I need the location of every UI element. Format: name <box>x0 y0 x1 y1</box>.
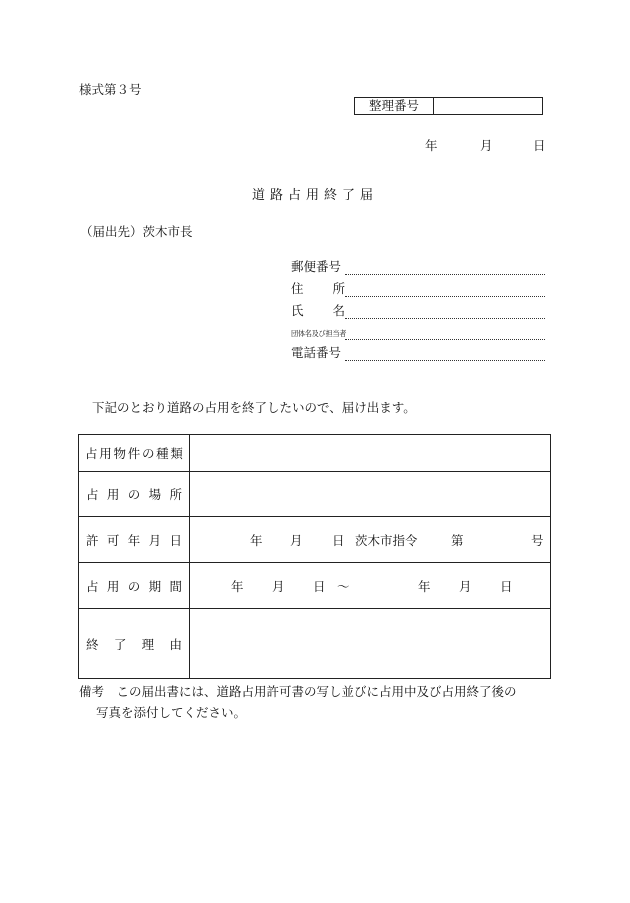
label-char: 了 <box>113 636 127 652</box>
address-line[interactable] <box>345 282 545 297</box>
label-char: 用 <box>106 487 120 502</box>
label-char: 日 <box>169 532 182 548</box>
name-label-char: 名 <box>332 303 345 318</box>
table-row <box>79 517 551 563</box>
address-label <box>291 281 345 297</box>
phone-label: 電話番号 <box>291 345 342 360</box>
occupancy-period-value[interactable] <box>190 563 551 609</box>
date-day-label: 日 <box>533 138 546 153</box>
seiri-number-value[interactable] <box>434 98 542 114</box>
label-char: 占 <box>86 487 99 502</box>
occupied-object-type-label <box>79 435 190 472</box>
permit-day-label: 日 <box>332 533 345 548</box>
occupancy-location-value[interactable] <box>190 472 551 517</box>
phone-field[interactable] <box>291 343 545 361</box>
table-row <box>79 609 551 679</box>
occupied-object-type-value[interactable] <box>190 435 551 472</box>
label-char: 月 <box>148 532 162 548</box>
representative-field[interactable] <box>291 322 545 340</box>
postal-code-line[interactable] <box>345 260 545 275</box>
label-char: の <box>127 578 141 594</box>
seiri-number-label: 整理番号 <box>355 98 434 114</box>
label-char: 可 <box>106 532 120 548</box>
postal-code-label: 郵便番号 <box>291 259 342 274</box>
representative-label: 団体名及び担当者 <box>291 329 347 338</box>
label-char: 用 <box>106 578 120 594</box>
postal-code-field[interactable] <box>291 257 545 275</box>
name-line[interactable] <box>345 304 545 319</box>
label-char: 占 <box>86 578 99 594</box>
phone-line[interactable] <box>345 346 545 361</box>
label-char: 所 <box>169 487 182 502</box>
label-char: 理 <box>141 636 155 652</box>
label-char: 年 <box>127 532 141 548</box>
occupancy-location-label <box>79 472 190 517</box>
table-row <box>79 472 551 517</box>
form-number: 様式第３号 <box>79 82 142 97</box>
address-label-char: 住 <box>291 281 304 296</box>
label-char: 占 <box>85 446 98 461</box>
label-char: 許 <box>86 532 99 548</box>
permit-go-label: 号 <box>531 533 544 548</box>
label-char: 件 <box>127 446 141 461</box>
termination-reason-label <box>79 609 190 679</box>
name-label-char: 氏 <box>291 303 304 318</box>
termination-reason-value[interactable] <box>190 609 551 679</box>
period-end-year-label: 年 <box>418 579 431 594</box>
addressee: （届出先）茨木市長 <box>80 224 193 239</box>
permit-date-value[interactable] <box>190 517 551 563</box>
period-start-day-label: 日 <box>313 579 326 594</box>
remarks-line-1: 備考 この届出書には、道路占用許可書の写し並びに占用中及び占用終了後の <box>79 684 517 699</box>
label-char: 由 <box>169 636 182 652</box>
permit-city-directive: 茨木市指令 <box>355 533 418 548</box>
document-title: 道路占用終了届 <box>251 188 378 203</box>
label-char: 用 <box>99 446 112 461</box>
seiri-number-box <box>354 97 543 115</box>
occupancy-table <box>78 434 551 679</box>
date-month-label: 月 <box>480 138 493 153</box>
permit-month-label: 月 <box>290 533 303 548</box>
date-year-label: 年 <box>425 138 438 153</box>
address-field[interactable] <box>291 279 545 297</box>
table-row <box>79 563 551 609</box>
remarks-line-2: 写真を添付してください。 <box>96 705 247 720</box>
label-char: 種 <box>156 446 169 461</box>
occupancy-period-label <box>79 563 190 609</box>
label-char: 終 <box>86 636 99 652</box>
label-char: 物 <box>113 446 126 461</box>
label-char: の <box>127 487 141 502</box>
name-field[interactable] <box>291 301 545 319</box>
permit-date-label <box>79 517 190 563</box>
name-label <box>291 303 345 319</box>
period-start-month-label: 月 <box>272 579 285 594</box>
statement-text: 下記のとおり道路の占用を終了したいので、届け出ます。 <box>92 400 416 415</box>
representative-line[interactable] <box>345 325 545 340</box>
period-end-month-label: 月 <box>459 579 472 594</box>
permit-dai-label: 第 <box>451 533 464 548</box>
period-end-day-label: 日 <box>500 579 513 594</box>
label-char: 期 <box>148 578 162 594</box>
table-row <box>79 435 551 472</box>
address-label-char: 所 <box>332 281 345 296</box>
label-char: の <box>141 446 155 461</box>
label-char: 類 <box>170 446 183 461</box>
period-tilde: ～ <box>337 579 350 594</box>
period-start-year-label: 年 <box>231 579 244 594</box>
label-char: 間 <box>169 578 182 594</box>
label-char: 場 <box>148 487 162 502</box>
permit-year-label: 年 <box>250 533 263 548</box>
